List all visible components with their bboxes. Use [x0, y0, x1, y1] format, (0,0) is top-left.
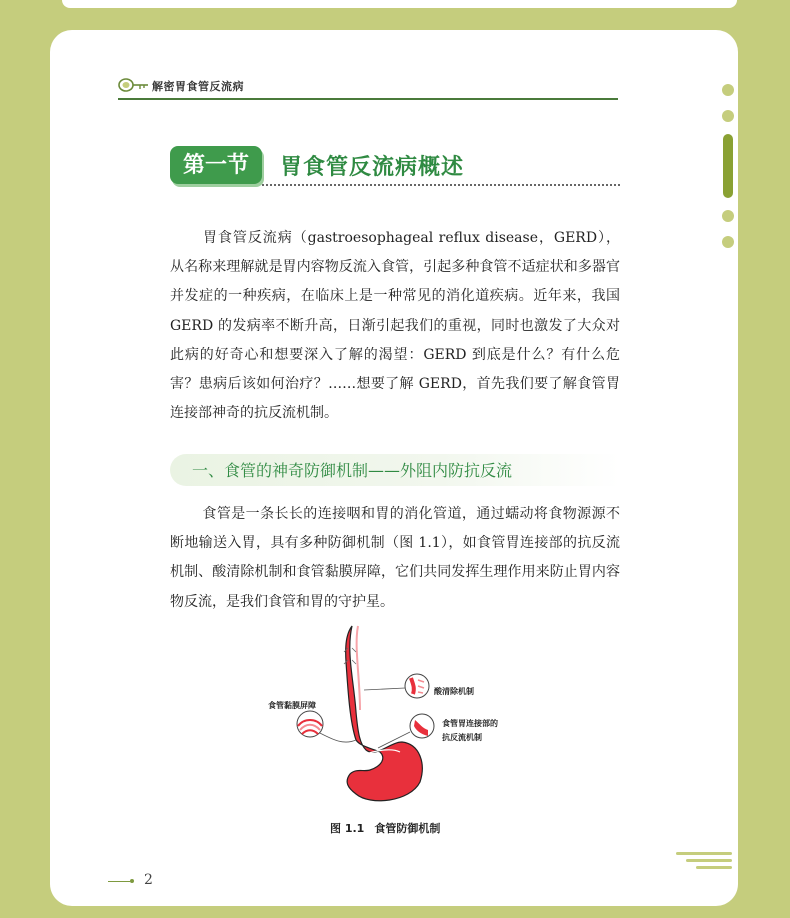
label-acid-clearance: 酸清除机制 — [434, 687, 474, 696]
subsection-title: 一、食管的神奇防御机制——外阻内防抗反流 — [192, 461, 513, 480]
progress-dot — [722, 210, 734, 222]
section-number-badge: 第一节 — [170, 146, 262, 184]
footer-line — [108, 881, 130, 882]
progress-dot — [722, 110, 734, 122]
esophagus-illustration — [260, 622, 540, 812]
body-paragraph — [170, 500, 620, 617]
section-dotted-rule — [262, 184, 620, 186]
progress-dot — [722, 84, 734, 96]
decor-line — [686, 859, 732, 862]
figure-caption — [330, 820, 490, 836]
page-number: 2 — [144, 872, 153, 888]
label-junction-line1: 食管胃连接部的 — [442, 719, 498, 728]
section-heading — [170, 146, 620, 188]
running-title: 解密胃食管反流病 — [152, 80, 244, 93]
label-mucosal-barrier: 食管黏膜屏障 — [268, 701, 316, 710]
corner-decoration — [672, 850, 734, 874]
decor-line — [676, 852, 732, 855]
section-title: 胃食管反流病概述 — [280, 155, 465, 180]
junction-antireflux-icon — [410, 714, 434, 738]
subsection-heading — [170, 454, 620, 486]
stomach-logo-icon — [118, 78, 150, 92]
label-junction-line2: 抗反流机制 — [442, 733, 482, 742]
progress-current-bar — [723, 134, 733, 198]
figure-esophagus-defense — [260, 622, 540, 812]
mucosal-barrier-icon — [297, 711, 323, 737]
figure-caption-text: 食管防御机制 — [374, 822, 441, 835]
acid-clearance-icon — [405, 674, 429, 698]
intro-paragraph-text: 胃食管反流病（gastroesophageal reflux disease，GERD），从名称来理解就是胃内容物反流入食管，引起多种食管不适症状和多器官并发症的一种疾病，在临床上是一种常见的消化道疾病。近年来，我国 GERD 的发病率不断升高，日渐引起我们的重视，同时也激发了大众对此病的好奇心和想要深入了解的渴望：GERD 到底是什么？有什么危害？患病后该如何治疗？……想要了解 GERD，首先我们要了解食管胃连接部神奇的抗反流机制。 — [170, 230, 620, 422]
figure-caption-number: 图 1.1 — [330, 822, 365, 835]
progress-dot — [722, 236, 734, 248]
header-rule — [118, 98, 618, 100]
top-page-edge — [62, 0, 737, 8]
body-paragraph-text: 食管是一条长长的连接咽和胃的消化管道，通过蠕动将食物源源不断地输送入胃，具有多种防御机制（图 1.1），如食管胃连接部的抗反流机制、酸清除机制和食管黏膜屏障，它们共同发挥生理作用来防止胃内容物反流，是我们食管和胃的守护星。 — [170, 506, 620, 610]
chapter-progress-indicator — [720, 84, 736, 254]
intro-paragraph — [170, 224, 620, 428]
footer-dot — [130, 879, 134, 883]
running-header — [118, 72, 618, 102]
decor-line — [696, 866, 732, 869]
page-footer — [108, 872, 168, 892]
